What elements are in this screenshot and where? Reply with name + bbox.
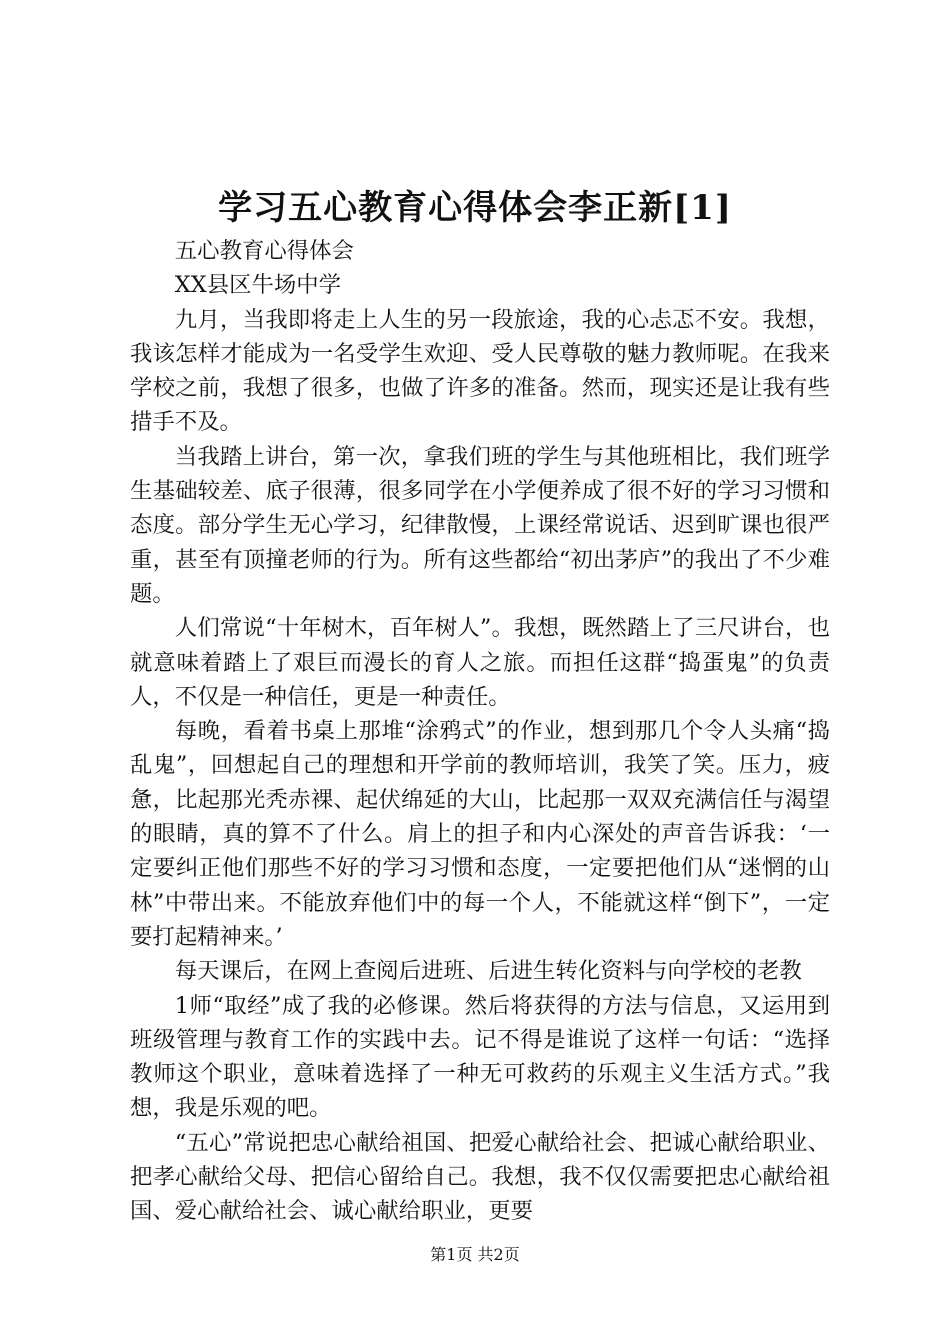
paragraph: “五心”常说把忠心献给祖国、把爱心献给社会、把诚心献给职业、把孝心献给父母、把信心留给自己。我想，我不仅仅需要把忠心献给祖国、爱心献给社会、诚心献给职业，更要 — [130, 1129, 830, 1225]
paragraph: 人们常说“十年树木，百年树人”。我想，既然踏上了三尺讲台，也就意味着踏上了艰巨而漫长的育人之旅。而担任这群“捣蛋鬼”的负责人，不仅是一种信任，更是一种责任。 — [130, 615, 830, 710]
paragraph: 九月，当我即将走上人生的另一段旅途，我的心忐忑不安。我想，我该怎样才能成为一名受学生欢迎、受人民尊敬的魅力教师呢。在我来学校之前，我想了很多，也做了许多的准备。然而，现实还是让我有些措手不及。 — [130, 306, 830, 436]
paragraph-school: XX县区牛场中学 — [174, 272, 342, 299]
document-body — [130, 234, 830, 1229]
paragraph: 当我踏上讲台，第一次，拿我们班的学生与其他班相比，我们班学生基础较差、底子很薄，很多同学在小学便养成了很不好的学习习惯和态度。部分学生无心学习，纪律散慢，上课经常说话、迟到旷课也很严重，甚至有顶撞老师的行为。所有这些都给“初出茅庐”的我出了不少难题。 — [130, 443, 830, 607]
paragraph: 每晚，看着书桌上那堆“涂鸦式”的作业，想到那几个令人头痛“捣乱鬼”，回想起自己的理想和开学前的教师培训，我笑了笑。压力，疲惫，比起那光秃赤裸、起伏绵延的大山，比起那一双双充满信任与渴望的眼睛，真的算不了什么。肩上的担子和内心深处的声音告诉我：‘一定要纠正他们那些不好的学习习惯和态度，一定要把他们从“迷惘的山林”中带出来。不能放弃他们中的每一个人，不能就这样“倒下”，一定要打起精神来。’ — [130, 718, 830, 950]
paragraph-subtitle: 五心教育心得体会 — [174, 238, 354, 264]
paragraph: 1师“取经”成了我的必修课。然后将获得的方法与信息，又运用到班级管理与教育工作的实践中去。记不得是谁说了这样一句话：“选择教师这个职业，意味着选择了一种无可救药的乐观主义生活方式。”我想，我是乐观的吧。 — [130, 992, 830, 1122]
paragraph: 每天课后，在网上查阅后进班、后进生转化资料与向学校的老教 — [174, 958, 802, 985]
page-number-footer: 第1页 共2页 — [430, 1245, 520, 1264]
document-title: 学习五心教育心得体会李正新[1] — [218, 188, 732, 228]
